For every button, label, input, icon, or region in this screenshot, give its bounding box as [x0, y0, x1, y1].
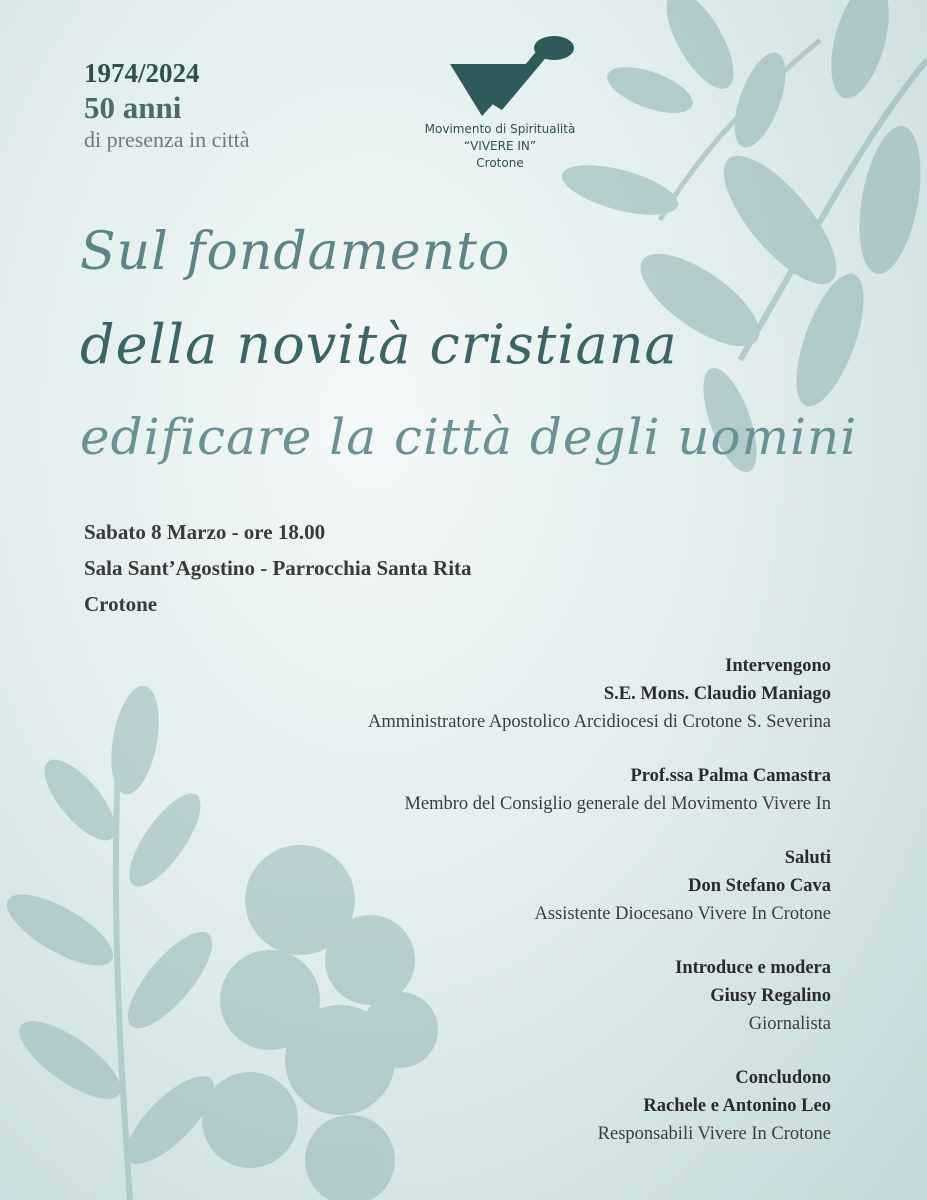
- speaker-role: Giornalista: [748, 1014, 831, 1034]
- speaker-role: Assistente Diocesano Vivere In Crotone: [534, 904, 831, 924]
- event-city: Crotone: [84, 592, 158, 616]
- vivere-in-logo-icon: [420, 34, 580, 116]
- title-line-3: edificare la città degli uomini: [80, 408, 858, 466]
- logo-line-2: “VIVERE IN”: [463, 139, 537, 153]
- program-section-closing: [211, 1064, 831, 1148]
- speaker-role: Membro del Consiglio generale del Movimento Vivere In: [404, 794, 831, 814]
- title-line-2: della novità cristiana: [80, 313, 678, 376]
- program-section-speakers: [211, 652, 831, 736]
- speaker-role: Amministratore Apostolico Arcidiocesi di Crotone S. Severina: [368, 712, 831, 732]
- section-label: Concludono: [735, 1068, 831, 1088]
- speaker-name: S.E. Mons. Claudio Maniago: [603, 684, 831, 704]
- speaker-name: Prof.ssa Palma Camastra: [630, 766, 831, 786]
- title-line-1: Sul fondamento: [80, 222, 511, 282]
- logo-line-3: Crotone: [476, 156, 524, 170]
- program-section-moderator: [211, 954, 831, 1038]
- speaker-name: Rachele e Antonino Leo: [643, 1096, 831, 1116]
- speaker-name: Don Stefano Cava: [688, 876, 831, 896]
- section-label: Saluti: [784, 848, 831, 868]
- logo-line-1: Movimento di Spiritualità: [424, 122, 576, 136]
- event-date-time: Sabato 8 Marzo - ore 18.00: [84, 520, 326, 544]
- section-label: Introduce e modera: [675, 958, 831, 978]
- section-label: Intervengono: [725, 656, 831, 676]
- speaker-role: Responsabili Vivere In Crotone: [597, 1124, 831, 1144]
- anniversary-header: [84, 56, 250, 154]
- years-range: 1974/2024: [84, 58, 200, 88]
- event-title: [80, 205, 900, 485]
- movement-logo: [400, 34, 600, 172]
- anniversary-subtitle: di presenza in città: [84, 127, 250, 152]
- program-section-speaker-2: [211, 762, 831, 818]
- speaker-name: Giusy Regalino: [710, 986, 831, 1006]
- anniversary-label: 50 anni: [84, 90, 182, 125]
- event-program: [211, 652, 831, 1174]
- program-section-greetings: [211, 844, 831, 928]
- event-venue: Sala Sant’Agostino - Parrocchia Santa Rita: [84, 556, 472, 580]
- event-details: [84, 514, 472, 622]
